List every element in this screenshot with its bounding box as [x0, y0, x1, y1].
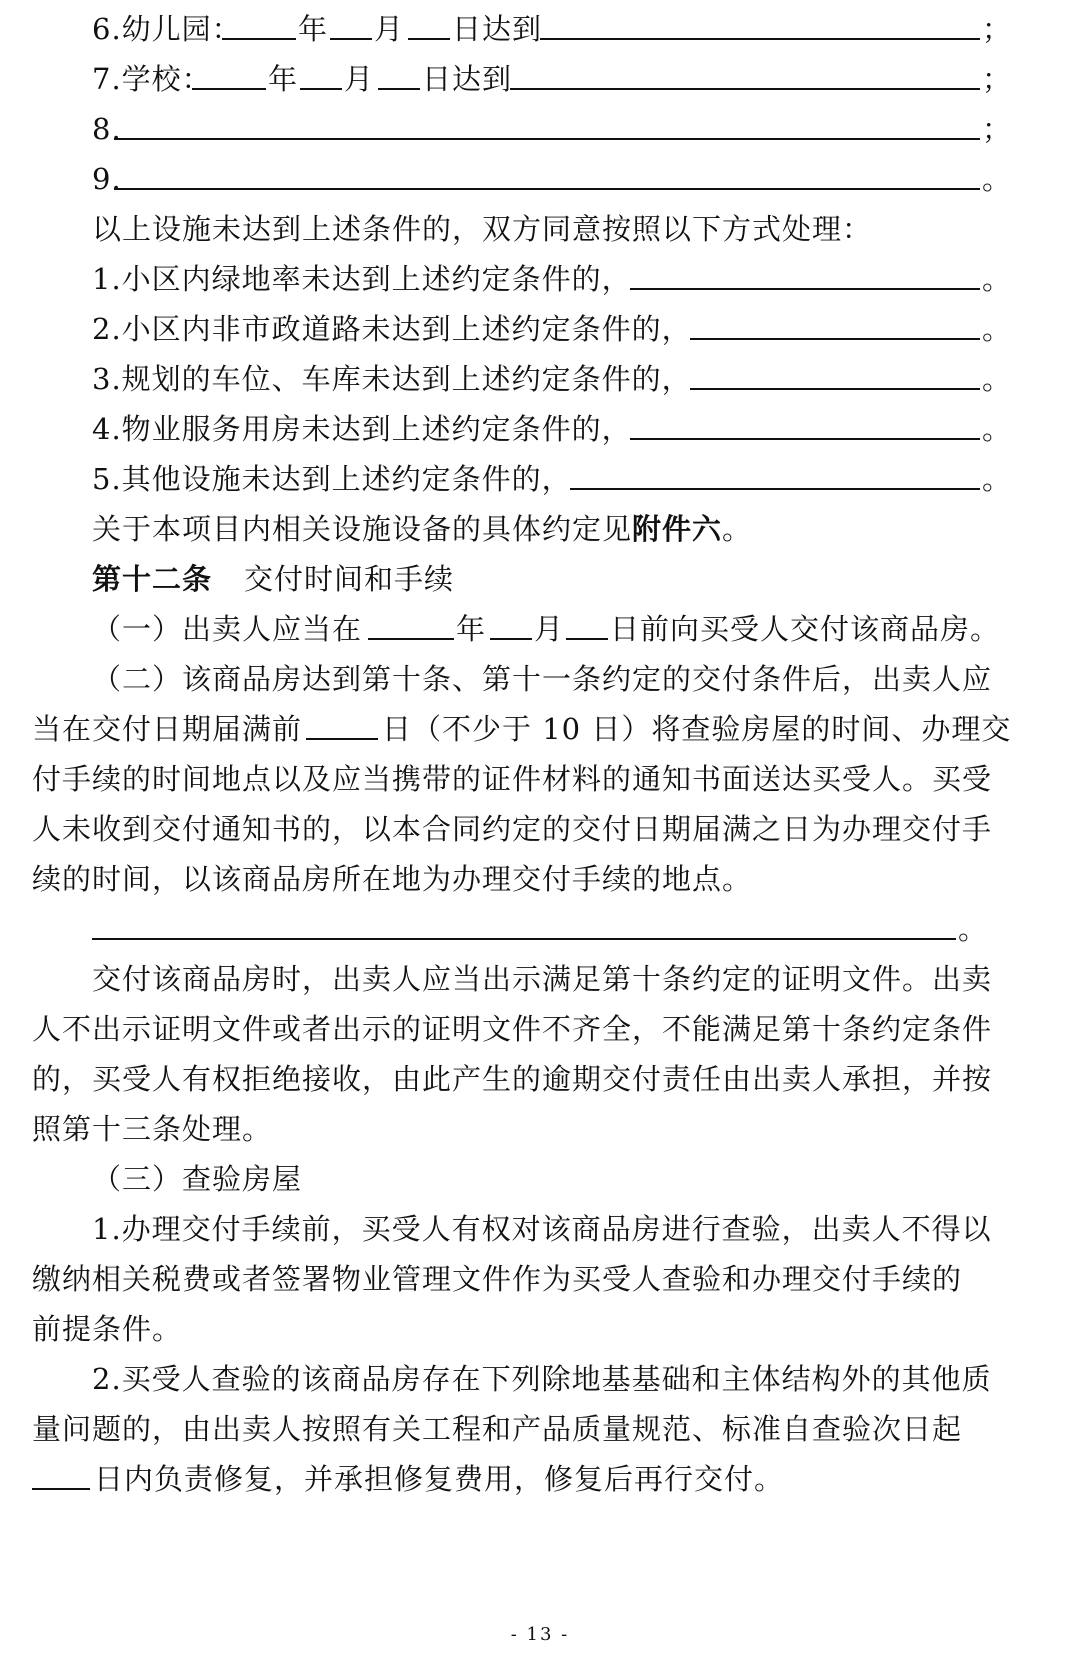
item-text: 1.小区内绿地率未达到上述约定条件的，: [92, 262, 632, 296]
line-end-punct: ；: [982, 112, 1013, 146]
year-blank[interactable]: [222, 12, 296, 40]
day-label: 日达到: [452, 12, 543, 46]
month-blank[interactable]: [330, 12, 372, 40]
item-text: 2.小区内非市政道路未达到上述约定条件的，: [92, 312, 692, 346]
month-label: 月: [344, 62, 375, 96]
day-label: 日达到: [422, 62, 513, 96]
line-end-punct: 。: [982, 262, 1013, 296]
line-end-punct: 。: [982, 312, 1013, 346]
condition-blank[interactable]: [114, 112, 980, 140]
item-text: 5.其他设施未达到上述约定条件的，: [92, 462, 572, 496]
day-blank[interactable]: [408, 12, 450, 40]
annex-link[interactable]: 附件六: [632, 512, 723, 546]
answer-blank[interactable]: [630, 412, 980, 440]
answer-blank[interactable]: [690, 312, 980, 340]
article-number: 第十二条: [92, 562, 213, 596]
year-blank[interactable]: [192, 62, 266, 90]
line-end-punct: 。: [958, 912, 989, 946]
line-end-punct: 。: [982, 162, 1013, 196]
line-end-punct: 。: [982, 362, 1013, 396]
month-label: 月: [374, 12, 405, 46]
paragraph-4-line-2: 缴纳相关税费或者签署物业管理文件作为买受人查验和办理交付手续的: [32, 1262, 963, 1296]
day-blank[interactable]: [378, 62, 420, 90]
paragraph-3-line-1: 交付该商品房时，出卖人应当出示满足第十条约定的证明文件。出卖: [92, 962, 993, 996]
paragraph-3-line-2: 人不出示证明文件或者出示的证明文件不齐全，不能满足第十条约定条件: [32, 1012, 993, 1046]
paragraph-2-line-3: 付手续的时间地点以及应当携带的证件材料的通知书面送达买受人。买受: [32, 762, 993, 796]
item-label: 6.幼儿园：: [92, 12, 242, 46]
line-end-punct: ；: [982, 12, 1013, 46]
text: 当在交付日期届满前: [32, 712, 303, 746]
answer-blank[interactable]: [690, 362, 980, 390]
article-title: 交付时间和手续: [244, 562, 455, 596]
paragraph-5-line-2: 量问题的，由出卖人按照有关工程和产品质量规范、标准自查验次日起: [32, 1412, 963, 1446]
month-blank[interactable]: [300, 62, 342, 90]
text: 日内负责修复，并承担修复费用，修复后再行交付。: [94, 1462, 785, 1496]
answer-blank[interactable]: [570, 462, 980, 490]
subsection-3-heading: （三）查验房屋: [92, 1162, 303, 1196]
clause-text: （一）出卖人应当在: [92, 612, 363, 646]
line-end-punct: 。: [982, 412, 1013, 446]
condition-blank[interactable]: [540, 12, 980, 40]
paragraph-2-line-4: 人未收到交付通知书的，以本合同约定的交付日期届满之日为办理交付手: [32, 812, 993, 846]
item-label: 9.: [92, 162, 122, 196]
page-number: - 13 -: [510, 1624, 570, 1645]
paragraph-5-line-1: 2.买受人查验的该商品房存在下列除地基基础和主体结构外的其他质: [92, 1362, 992, 1396]
year-label: 年: [456, 612, 487, 646]
line-end-punct: ；: [982, 62, 1013, 96]
additional-terms-blank[interactable]: [92, 912, 956, 940]
month-label: 月: [534, 612, 565, 646]
paragraph-4-line-3: 前提条件。: [32, 1312, 183, 1346]
condition-blank[interactable]: [114, 162, 980, 190]
paragraph-3-line-4: 照第十三条处理。: [32, 1112, 273, 1146]
annex-text: 关于本项目内相关设施设备的具体约定见: [92, 512, 633, 546]
text: （二）该商品房达到第十条、第十一条约定的交付条件后，出卖人应: [92, 662, 993, 696]
annex-reference: [92, 512, 992, 546]
line-end-punct: 。: [722, 512, 753, 546]
condition-blank[interactable]: [510, 62, 980, 90]
year-label: 年: [268, 62, 299, 96]
month-blank[interactable]: [490, 612, 532, 640]
paragraph-4-line-1: 1.办理交付手续前，买受人有权对该商品房进行查验，出卖人不得以: [92, 1212, 992, 1246]
item-text: 3.规划的车位、车库未达到上述约定条件的，: [92, 362, 692, 396]
line-end-punct: 。: [982, 462, 1013, 496]
item-label: 7.学校：: [92, 62, 212, 96]
day-blank[interactable]: [566, 612, 608, 640]
handling-intro: 以上设施未达到上述条件的，双方同意按照以下方式处理：: [92, 212, 873, 246]
text: 日（不少于 10 日）将查验房屋的时间、办理交: [382, 712, 1012, 746]
clause-text-end: 日前向买受人交付该商品房。: [610, 612, 1001, 646]
year-blank[interactable]: [368, 612, 454, 640]
paragraph-3-line-3: 的，买受人有权拒绝接收，由此产生的逾期交付责任由出卖人承担，并按: [32, 1062, 993, 1096]
item-text: 4.物业服务用房未达到上述约定条件的，: [92, 412, 632, 446]
paragraph-2-line-5: 续的时间，以该商品房所在地为办理交付手续的地点。: [32, 862, 753, 896]
item-label: 8.: [92, 112, 122, 146]
repair-days-blank[interactable]: [32, 1462, 90, 1490]
days-blank[interactable]: [306, 712, 378, 740]
answer-blank[interactable]: [630, 262, 980, 290]
year-label: 年: [298, 12, 329, 46]
